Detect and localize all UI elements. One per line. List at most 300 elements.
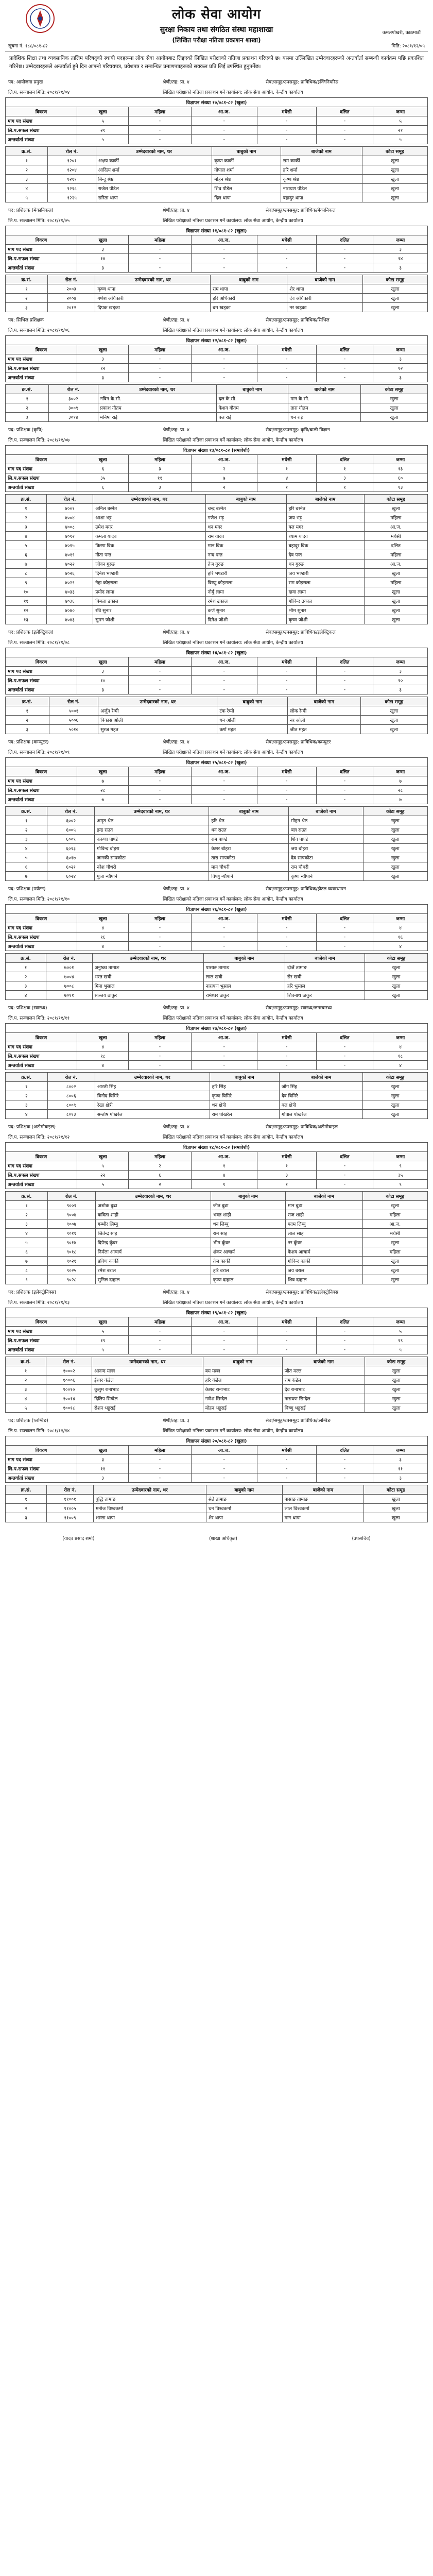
candidate-cell: खुला [363,1091,428,1100]
candidate-cell: ८००२ [47,1082,95,1091]
candidate-cell: १ [6,1201,48,1210]
candidate-column-header: रोल नं. [47,1485,94,1495]
vacancy-count-row [6,795,428,804]
candidate-cell: धन विश्वकर्मा [206,1504,282,1513]
vacancy-caption [6,905,428,914]
candidate-cell: बुद्धि तामाङ [93,1495,206,1504]
candidate-cell: मान चौधरी [209,862,289,872]
candidate-cell: जय भट्ट [286,513,364,522]
count-cell: - [257,116,316,126]
vacancy-caption-label: विज्ञापन संख्या [183,1145,208,1150]
count-cell: - [316,676,373,685]
quota-column-header: महिला [129,1446,191,1455]
count-row-label: लि.प.सफल संख्या [6,1336,77,1345]
post-name: पद: प्रशिक्षक (पर्यटन) [8,887,46,892]
candidate-header-row [6,275,428,284]
count-cell: ३ [316,473,373,483]
candidate-cell: ४००४ [46,513,93,522]
candidate-row [6,1257,428,1266]
count-cell: ३ [373,263,428,273]
service-label: सेवा/समूह/उपसमूह: [266,80,301,85]
count-cell: - [129,685,191,694]
candidate-cell: जय बोहरा [289,844,363,853]
office-value: लोक सेवा आयोग, केन्द्रीय कार्यालय [244,1016,303,1021]
post-name: पद: प्रशिक्षक (कम्प्युटर) [8,740,49,745]
candidate-cell: आशा भट्ट [93,513,205,522]
count-cell: - [191,354,257,364]
candidate-cell: तेज गुरुङ [205,560,286,569]
candidate-cell: ४०३३ [46,587,93,597]
candidate-table [5,1072,428,1119]
post-service [266,630,425,636]
candidate-cell: खुला [365,1366,428,1376]
candidate-cell: नारायण पौडेल [281,184,362,193]
candidate-row [6,1082,428,1091]
exam-date-label: लि.प. सञ्चालन मिति: [8,218,47,224]
exam-date-label: लि.प. सञ्चालन मिति: [8,438,47,443]
vacancy-caption-label: विज्ञापन संख्या [183,448,208,453]
candidate-cell: खुला [364,606,427,615]
post-level [163,1124,266,1130]
vacancy-count-row [6,364,428,373]
count-cell: ११ [129,473,191,483]
intro-paragraph: प्रादेशिक शिक्षा तथा व्यवसायिक तालिम परिषद्को स्थायी पदहरूमा लोक सेवा आयोगबाट लिइएको लिखित परीक्षाको नतिजा प्रकाशन गरिएको छ। यसमा उल्लिखित उम्मेदवारहरूको अन्तर्वार्ता सम्बन्धी कार्यक्रम पछि प्रकाशित गरिनेछ। उम्मेदवारहरूले अन्तर्वार्ता हुने दिन आफ्नो परिचयपत्र, प्रवेशपत्र र सम्बन्धित प्रमाणपत्रहरूको सक्कल प्रति लिई उपस्थित हुनुपर्नेछ। [9,56,424,70]
quota-column-header: दलित [316,1446,373,1455]
office-label: लिखित परीक्षाको नतिजा प्रकाशन गर्ने कार्यालय: [163,1300,244,1306]
candidate-cell: धन ओली [217,716,288,725]
count-cell: - [129,364,191,373]
candidate-column-header: बाजेको नाम [282,1485,364,1495]
candidate-cell: अनुष्का तामाङ [92,963,203,972]
vacancy-caption [6,1143,428,1152]
candidate-cell: राम पोखरेल [210,1110,279,1119]
vacancy-header-row [6,1033,428,1042]
candidate-column-header: उम्मेदवारको नाम, थर [92,954,203,963]
count-cell: - [129,923,191,933]
candidate-cell: २ [6,825,47,835]
quota-column-header: जम्मा [373,767,428,776]
candidate-column-header: बाजेको नाम [279,1073,362,1082]
count-row-label: लि.प.सफल संख्या [6,933,77,942]
count-cell: - [129,126,191,135]
exam-date-value: २०८१/११/१० [47,897,70,902]
count-cell: - [257,364,316,373]
candidate-cell: खुला [365,963,428,972]
candidate-column-header: रोल नं. [47,1073,95,1082]
candidate-cell: ५ [6,541,47,550]
count-cell: १६ [373,933,428,942]
candidate-cell: २००३ [47,284,95,294]
vacancy-count-row [6,1061,428,1070]
candidate-cell: २०१२ [47,303,95,312]
quota-column-header: मधेसी [257,235,316,245]
level-label: श्रेणी/तह: [163,80,181,85]
candidate-cell: आ.ज. [364,560,427,569]
quota-column-header: जम्मा [373,1152,428,1161]
count-cell: - [316,364,373,373]
candidate-row [6,716,428,725]
candidate-cell: मान विक [205,541,286,550]
candidate-cell: राम कार्की [281,156,362,165]
candidate-cell: तारा गौतम [288,403,361,413]
count-cell: २ [191,464,257,473]
count-cell: - [191,685,257,694]
candidate-cell: मान के.सी. [288,394,361,403]
candidate-header-row [6,807,428,816]
candidate-cell: खुला [363,825,427,835]
vacancy-count-row [6,786,428,795]
count-cell: ११ [373,1464,428,1473]
candidate-cell: १२ [6,606,47,615]
vacancy-caption-label: विज्ञापन संख्या [186,1026,211,1031]
result-office [163,1014,425,1021]
candidate-cell: केशव गौतम [216,403,288,413]
post-name: पद: प्रशिक्षक (कृषि) [8,428,43,433]
exam-date-value: २०८१/११/१३ [47,1300,70,1306]
candidate-cell: खुला [362,1238,427,1247]
exam-date-label: लि.प. सञ्चालन मिति: [8,750,47,755]
candidate-cell: ३ [6,413,49,422]
post-dateline [5,435,428,445]
candidate-row [6,1275,428,1284]
count-cell: - [316,1052,373,1061]
candidate-cell: ९००४ [47,1210,95,1219]
candidate-cell: ४ [6,1110,48,1119]
candidate-cell: ३ [6,1513,47,1522]
post-header [5,1003,428,1013]
level-value: प्रा. ४ [180,740,189,745]
candidate-cell: १ [6,706,49,716]
count-cell: ७ [77,795,129,804]
candidate-cell: मनिषा राई [98,413,216,422]
count-cell: - [129,263,191,273]
count-row-label: माग पद संख्या [6,1042,77,1052]
candidate-cell: तेज कार्की [211,1257,285,1266]
candidate-cell: ५ [6,1238,48,1247]
count-cell: - [129,1473,191,1483]
candidate-cell: लाल खत्री [203,972,285,981]
candidate-cell: अमृत श्रेष्ठ [95,816,209,825]
candidate-cell: गणेश अधिकारी [95,294,211,303]
level-label: श्रेणी/तह: [163,208,181,213]
count-cell: - [191,795,257,804]
count-cell: - [316,1345,373,1354]
count-cell: - [316,1455,373,1464]
service-label: सेवा/समूह/उपसमूह: [266,1290,301,1295]
count-cell: १९ [373,1336,428,1345]
office-label: लिखित परीक्षाको नतिजा प्रकाशन गर्ने कार्यालय: [163,218,244,224]
count-cell: ३ [77,373,129,382]
post-header [5,77,428,88]
post-section [5,884,428,1000]
candidate-row [6,550,428,560]
count-cell: - [191,942,257,951]
candidate-cell: २ [6,1210,48,1219]
candidate-column-header: क्र.सं. [6,1073,48,1082]
vacancy-table [5,1308,428,1354]
post-dateline [5,326,428,335]
post-dateline [5,748,428,757]
quota-column-header: दलित [316,345,373,354]
vacancy-count-row [6,1464,428,1473]
exam-date-label: लि.प. सञ्चालन मिति: [8,897,47,902]
count-cell: ३ [129,464,191,473]
vacancy-header-row [6,1317,428,1327]
count-cell: १२ [373,364,428,373]
count-cell: - [191,1473,257,1483]
exam-date-label: लि.प. सञ्चालन मिति: [8,1016,47,1021]
candidate-row [6,1513,428,1522]
candidate-column-header: बाबुको नाम [211,1192,285,1201]
count-cell: ४ [373,1042,428,1052]
quota-column-header: जम्मा [373,107,428,116]
quota-column-header: जम्मा [373,914,428,923]
candidate-row [6,303,428,312]
vacancy-count-row [6,1473,428,1483]
count-cell: - [191,1052,257,1061]
candidate-cell: ८००९ [47,1100,95,1110]
count-cell: - [129,933,191,942]
post-level [163,1005,266,1011]
candidate-cell: बल मगर [286,522,364,532]
quota-column-header: आ.ज. [191,1317,257,1327]
candidate-row [6,872,428,881]
office-value: लोक सेवा आयोग, केन्द्रीय कार्यालय [244,1429,303,1434]
office-value: लोक सेवा आयोग, केन्द्रीय कार्यालय [244,1135,303,1140]
candidate-cell: भीम कुँवर [211,1238,285,1247]
level-value: प्रा. ४ [180,887,189,892]
count-cell: - [129,1455,191,1464]
level-value: प्रा. ४ [180,1125,189,1130]
candidate-cell: खुला [363,835,427,844]
vacancy-count-row [6,1180,428,1189]
count-cell: ४ [257,473,316,483]
office-value: लोक सेवा आयोग, केन्द्रीय कार्यालय [244,438,303,443]
vacancy-count-row [6,776,428,786]
vacancy-header-label: विवरण [6,345,77,354]
candidate-cell: रोशन भट्टराई [92,1403,203,1413]
count-cell: ३ [373,354,428,364]
candidate-cell: धन गुरुङ [286,560,364,569]
candidate-cell: सञ्जय ठाकुर [92,991,203,1000]
count-cell: - [129,1327,191,1336]
candidate-cell: २ [6,294,48,303]
candidate-header-row [6,954,428,963]
vacancy-table [5,648,428,694]
vacancy-header-label: विवरण [6,1317,77,1327]
candidate-cell: ९०२५ [47,1266,95,1275]
candidate-cell: खुला [365,1403,428,1413]
exam-date-label: लि.प. सञ्चालन मिति: [8,640,47,646]
candidate-cell: ३ [6,725,49,734]
candidate-cell: १० [6,587,47,597]
count-cell: - [316,354,373,364]
candidate-cell: भरत खत्री [92,972,203,981]
candidate-cell: देव सापकोटा [289,853,363,862]
candidate-row [6,156,428,165]
candidate-column-header: कोटा समूह [365,954,428,963]
candidate-cell: हरि बराल [211,1266,285,1275]
vacancy-number: २०/०८१-८२ (खुला) [212,1439,247,1444]
count-row-label: माग पद संख्या [6,667,77,676]
exam-date [8,895,163,902]
count-cell: १ [257,483,316,492]
vacancy-caption [6,98,428,107]
masthead [5,0,428,44]
level-label: श्रेणी/तह: [163,1290,181,1295]
result-office [163,639,425,646]
candidate-cell: भक्त शाही [211,1210,285,1219]
vacancy-count-row [6,1042,428,1052]
candidate-cell: खुला [365,972,428,981]
service-value: प्राविधिक/सिभिल [300,318,330,323]
office-label: लिखित परीक्षाको नतिजा प्रकाशन गर्ने कार्यालय: [163,1135,244,1140]
candidate-cell: १ [6,1366,46,1376]
candidate-cell: लाल साह [285,1229,362,1238]
candidate-cell: मोहन श्रेष्ठ [212,175,281,184]
section-title: (लिखित परीक्षा नतिजा प्रकाशन शाखा) [172,37,261,44]
candidate-cell: ११००५ [47,1504,94,1513]
vacancy-header-label: विवरण [6,1152,77,1161]
candidate-cell: खुला [363,872,427,881]
candidate-row [6,1219,428,1229]
vacancy-count-row [6,676,428,685]
count-cell: ५ [77,1161,129,1171]
count-row-label: लि.प.सफल संख्या [6,786,77,795]
count-cell: - [257,254,316,263]
candidate-cell: देव रानाभाट [282,1385,365,1394]
office-label: लिखित परीक्षाको नतिजा प्रकाशन गर्ने कार्यालय: [163,640,244,646]
candidate-cell: ४०२२ [46,560,93,569]
vacancy-table [5,1142,428,1189]
candidate-cell: मान बुढा [285,1201,362,1210]
exam-date-value: २०८१/११/०७ [47,438,70,443]
candidate-column-header: उम्मेदवारको नाम, थर [92,1357,203,1366]
vacancy-header-label: विवरण [6,235,77,245]
candidate-cell: केशव रानाभाट [203,1385,282,1394]
vacancy-count-row [6,1345,428,1354]
count-cell: - [257,1061,316,1070]
candidate-cell: कृष्ण घिमिरे [210,1091,279,1100]
count-cell: - [191,135,257,144]
candidate-cell: दिपक खड्का [95,303,211,312]
candidate-column-header: बाबुको नाम [211,275,287,284]
result-office [163,1427,425,1434]
candidate-row [6,569,428,578]
candidate-cell: महिला [362,1247,427,1257]
count-cell: - [257,676,316,685]
candidate-row [6,1091,428,1100]
candidate-cell: १ [6,504,47,513]
candidate-cell: राम यादव [205,532,286,541]
quota-column-header: महिला [129,914,191,923]
count-cell: - [129,254,191,263]
candidate-row [6,578,428,587]
candidate-header-row [6,147,428,156]
count-cell: ३५ [77,473,129,483]
candidate-row [6,853,428,862]
vacancy-caption-label: विज्ञापन संख्या [186,1439,211,1444]
count-row-label: लि.प.सफल संख्या [6,1464,77,1473]
exam-date-label: लि.प. सञ्चालन मिति: [8,1300,47,1306]
result-office [163,1299,425,1306]
candidate-cell: राम थापा [211,284,287,294]
quota-column-header: जम्मा [373,455,428,464]
vacancy-header-label: विवरण [6,657,77,667]
candidate-row [6,706,428,716]
level-label: श्रेणी/तह: [163,1006,181,1011]
count-cell: - [129,776,191,786]
exam-date [8,639,163,646]
candidate-cell: कृष्ण जोशी [286,615,364,624]
candidate-row [6,825,428,835]
candidate-cell: नोर्बु लामा [205,587,286,597]
candidate-column-header: क्र.सं. [6,495,47,504]
post-service [266,208,425,214]
candidate-column-header: उम्मेदवारको नाम, थर [95,275,211,284]
candidate-cell: शिवनाथ ठाकुर [285,991,365,1000]
candidate-cell: खुला [362,303,427,312]
candidate-column-header: बाबुको नाम [203,954,285,963]
candidate-cell: खुला [362,1257,427,1266]
candidate-cell: केशर बोहरा [209,844,289,853]
count-cell: ४ [77,1061,129,1070]
count-cell: - [316,254,373,263]
candidate-cell: कविता शाही [95,1210,211,1219]
candidate-cell: ७००८ [46,981,93,991]
candidate-cell: आरती सिंह [95,1082,210,1091]
post-level [163,208,266,214]
quota-column-header: महिला [129,1317,191,1327]
candidate-cell: गीता पन्त [93,550,205,560]
candidate-cell: ४ [6,1394,46,1403]
candidate-row [6,615,428,624]
post-section [5,425,428,624]
count-cell: ३ [77,685,129,694]
count-cell: ३ [77,667,129,676]
candidate-cell: खुला [361,413,428,422]
result-office [163,89,425,95]
candidate-cell: बिकास ओली [98,716,217,725]
candidate-cell: ११ [6,597,47,606]
candidate-cell: महिला [364,578,427,587]
post-dateline [5,88,428,97]
candidate-cell: खुला [364,1495,428,1504]
candidate-cell: देव घिमिरे [279,1091,362,1100]
candidate-cell: ७००१ [46,963,93,972]
quota-column-header: आ.ज. [191,345,257,354]
candidate-column-header: कोटा समूह [363,807,427,816]
post-level [163,886,266,892]
vacancy-count-row [6,685,428,694]
count-cell: - [129,667,191,676]
candidate-cell: खुला [362,1275,427,1284]
candidate-cell: दोर्जे तामाङ [285,963,365,972]
candidate-row [6,1385,428,1394]
candidate-column-header: क्र.सं. [6,275,48,284]
post-dateline [5,1013,428,1023]
count-cell: - [129,245,191,254]
candidate-cell: लाल विश्वकर्मा [282,1504,364,1513]
candidate-cell: राम पाण्डे [209,835,289,844]
quota-column-header: जम्मा [373,657,428,667]
candidate-row [6,1495,428,1504]
count-cell: - [316,776,373,786]
candidate-cell: खुला [365,1376,428,1385]
count-cell: - [191,786,257,795]
count-cell: १ [191,1180,257,1189]
count-cell: १ [257,1161,316,1171]
